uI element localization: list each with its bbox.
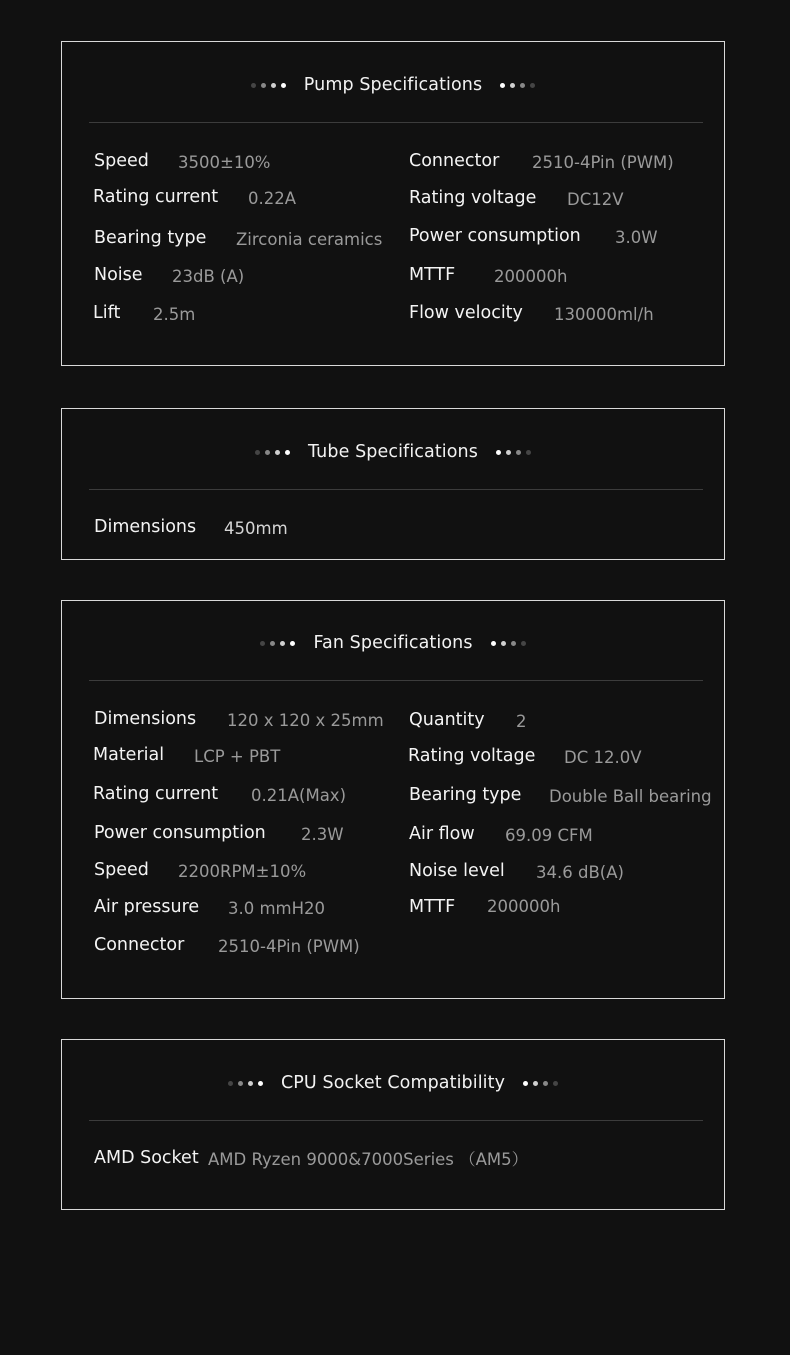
spec-value: 69.09 CFM: [505, 826, 593, 845]
spec-label: Quantity: [409, 710, 485, 730]
spec-value: DC 12.0V: [564, 748, 642, 767]
spec-value: 3.0W: [615, 228, 658, 247]
panel-title: CPU Socket Compatibility: [280, 1073, 506, 1093]
panel-divider: [89, 122, 703, 123]
spec-label: AMD Socket: [94, 1148, 199, 1168]
spec-label: Connector: [409, 151, 500, 171]
cpu-socket-compatibility-panel: [61, 1039, 725, 1210]
panel-title: Tube Specifications: [308, 442, 478, 462]
spec-value: 0.22A: [248, 189, 297, 208]
spec-label: Flow velocity: [409, 303, 523, 323]
spec-value: 200000h: [494, 267, 568, 286]
spec-label: MTTF: [409, 897, 456, 917]
spec-label: Rating current: [93, 187, 219, 207]
spec-value: Zirconia ceramics: [236, 230, 383, 249]
panel-header: [62, 437, 724, 467]
spec-label: Speed: [94, 151, 149, 171]
spec-value: 3.0 mmH20: [228, 899, 326, 918]
spec-label: Power consumption: [409, 226, 581, 246]
spec-label: Noise level: [409, 861, 505, 881]
spec-value: 23dB (A): [172, 267, 245, 286]
spec-value: 2: [516, 712, 527, 731]
spec-label: Dimensions: [94, 709, 197, 729]
right-dots-ornament: [523, 1081, 558, 1086]
fan-specifications-panel: [61, 600, 725, 999]
spec-value: LCP + PBT: [194, 747, 281, 766]
spec-value: 0.21A(Max): [251, 786, 347, 805]
left-dots-ornament: [228, 1081, 263, 1086]
spec-value: 2200RPM±10%: [178, 862, 307, 881]
panel-header: [62, 70, 724, 100]
tube-specifications-panel: [61, 408, 725, 560]
spec-label: Dimensions: [94, 517, 197, 537]
panel-divider: [89, 680, 703, 681]
spec-value: AMD Ryzen 9000&7000Series （AM5）: [208, 1150, 529, 1169]
spec-value: 34.6 dB(A): [536, 863, 624, 882]
spec-label: MTTF: [409, 265, 456, 285]
panel-header: [62, 1068, 724, 1098]
right-dots-ornament: [496, 450, 531, 455]
spec-label: Air flow: [409, 824, 475, 844]
spec-value: 130000ml/h: [554, 305, 654, 324]
right-dots-ornament: [500, 83, 535, 88]
right-dots-ornament: [491, 641, 526, 646]
panel-divider: [89, 489, 703, 490]
spec-label: Rating current: [93, 784, 219, 804]
spec-label: Material: [93, 745, 165, 765]
spec-label: Speed: [94, 860, 149, 880]
left-dots-ornament: [255, 450, 290, 455]
spec-label: Power consumption: [94, 823, 266, 843]
spec-value: DC12V: [567, 190, 624, 209]
spec-label: Connector: [94, 935, 185, 955]
spec-value: 2.3W: [301, 825, 344, 844]
pump-specifications-panel: [61, 41, 725, 366]
spec-value: 450mm: [224, 519, 288, 538]
spec-value: 120 x 120 x 25mm: [227, 711, 384, 730]
spec-label: Bearing type: [94, 228, 207, 248]
spec-value: 2.5m: [153, 305, 196, 324]
spec-label: Air pressure: [94, 897, 200, 917]
spec-value: 3500±10%: [178, 153, 271, 172]
spec-label: Rating voltage: [408, 746, 536, 766]
panel-header: [62, 628, 724, 658]
panel-divider: [89, 1120, 703, 1121]
left-dots-ornament: [251, 83, 286, 88]
panel-title: Pump Specifications: [303, 75, 483, 95]
spec-label: Lift: [93, 303, 121, 323]
spec-value: Double Ball bearing: [549, 787, 712, 806]
spec-value: 200000h: [487, 897, 561, 916]
spec-label: Rating voltage: [409, 188, 537, 208]
spec-value: 2510-4Pin (PWM): [532, 153, 674, 172]
spec-value: 2510-4Pin (PWM): [218, 937, 360, 956]
spec-label: Bearing type: [409, 785, 522, 805]
left-dots-ornament: [260, 641, 295, 646]
panel-title: Fan Specifications: [313, 633, 473, 653]
spec-label: Noise: [94, 265, 143, 285]
